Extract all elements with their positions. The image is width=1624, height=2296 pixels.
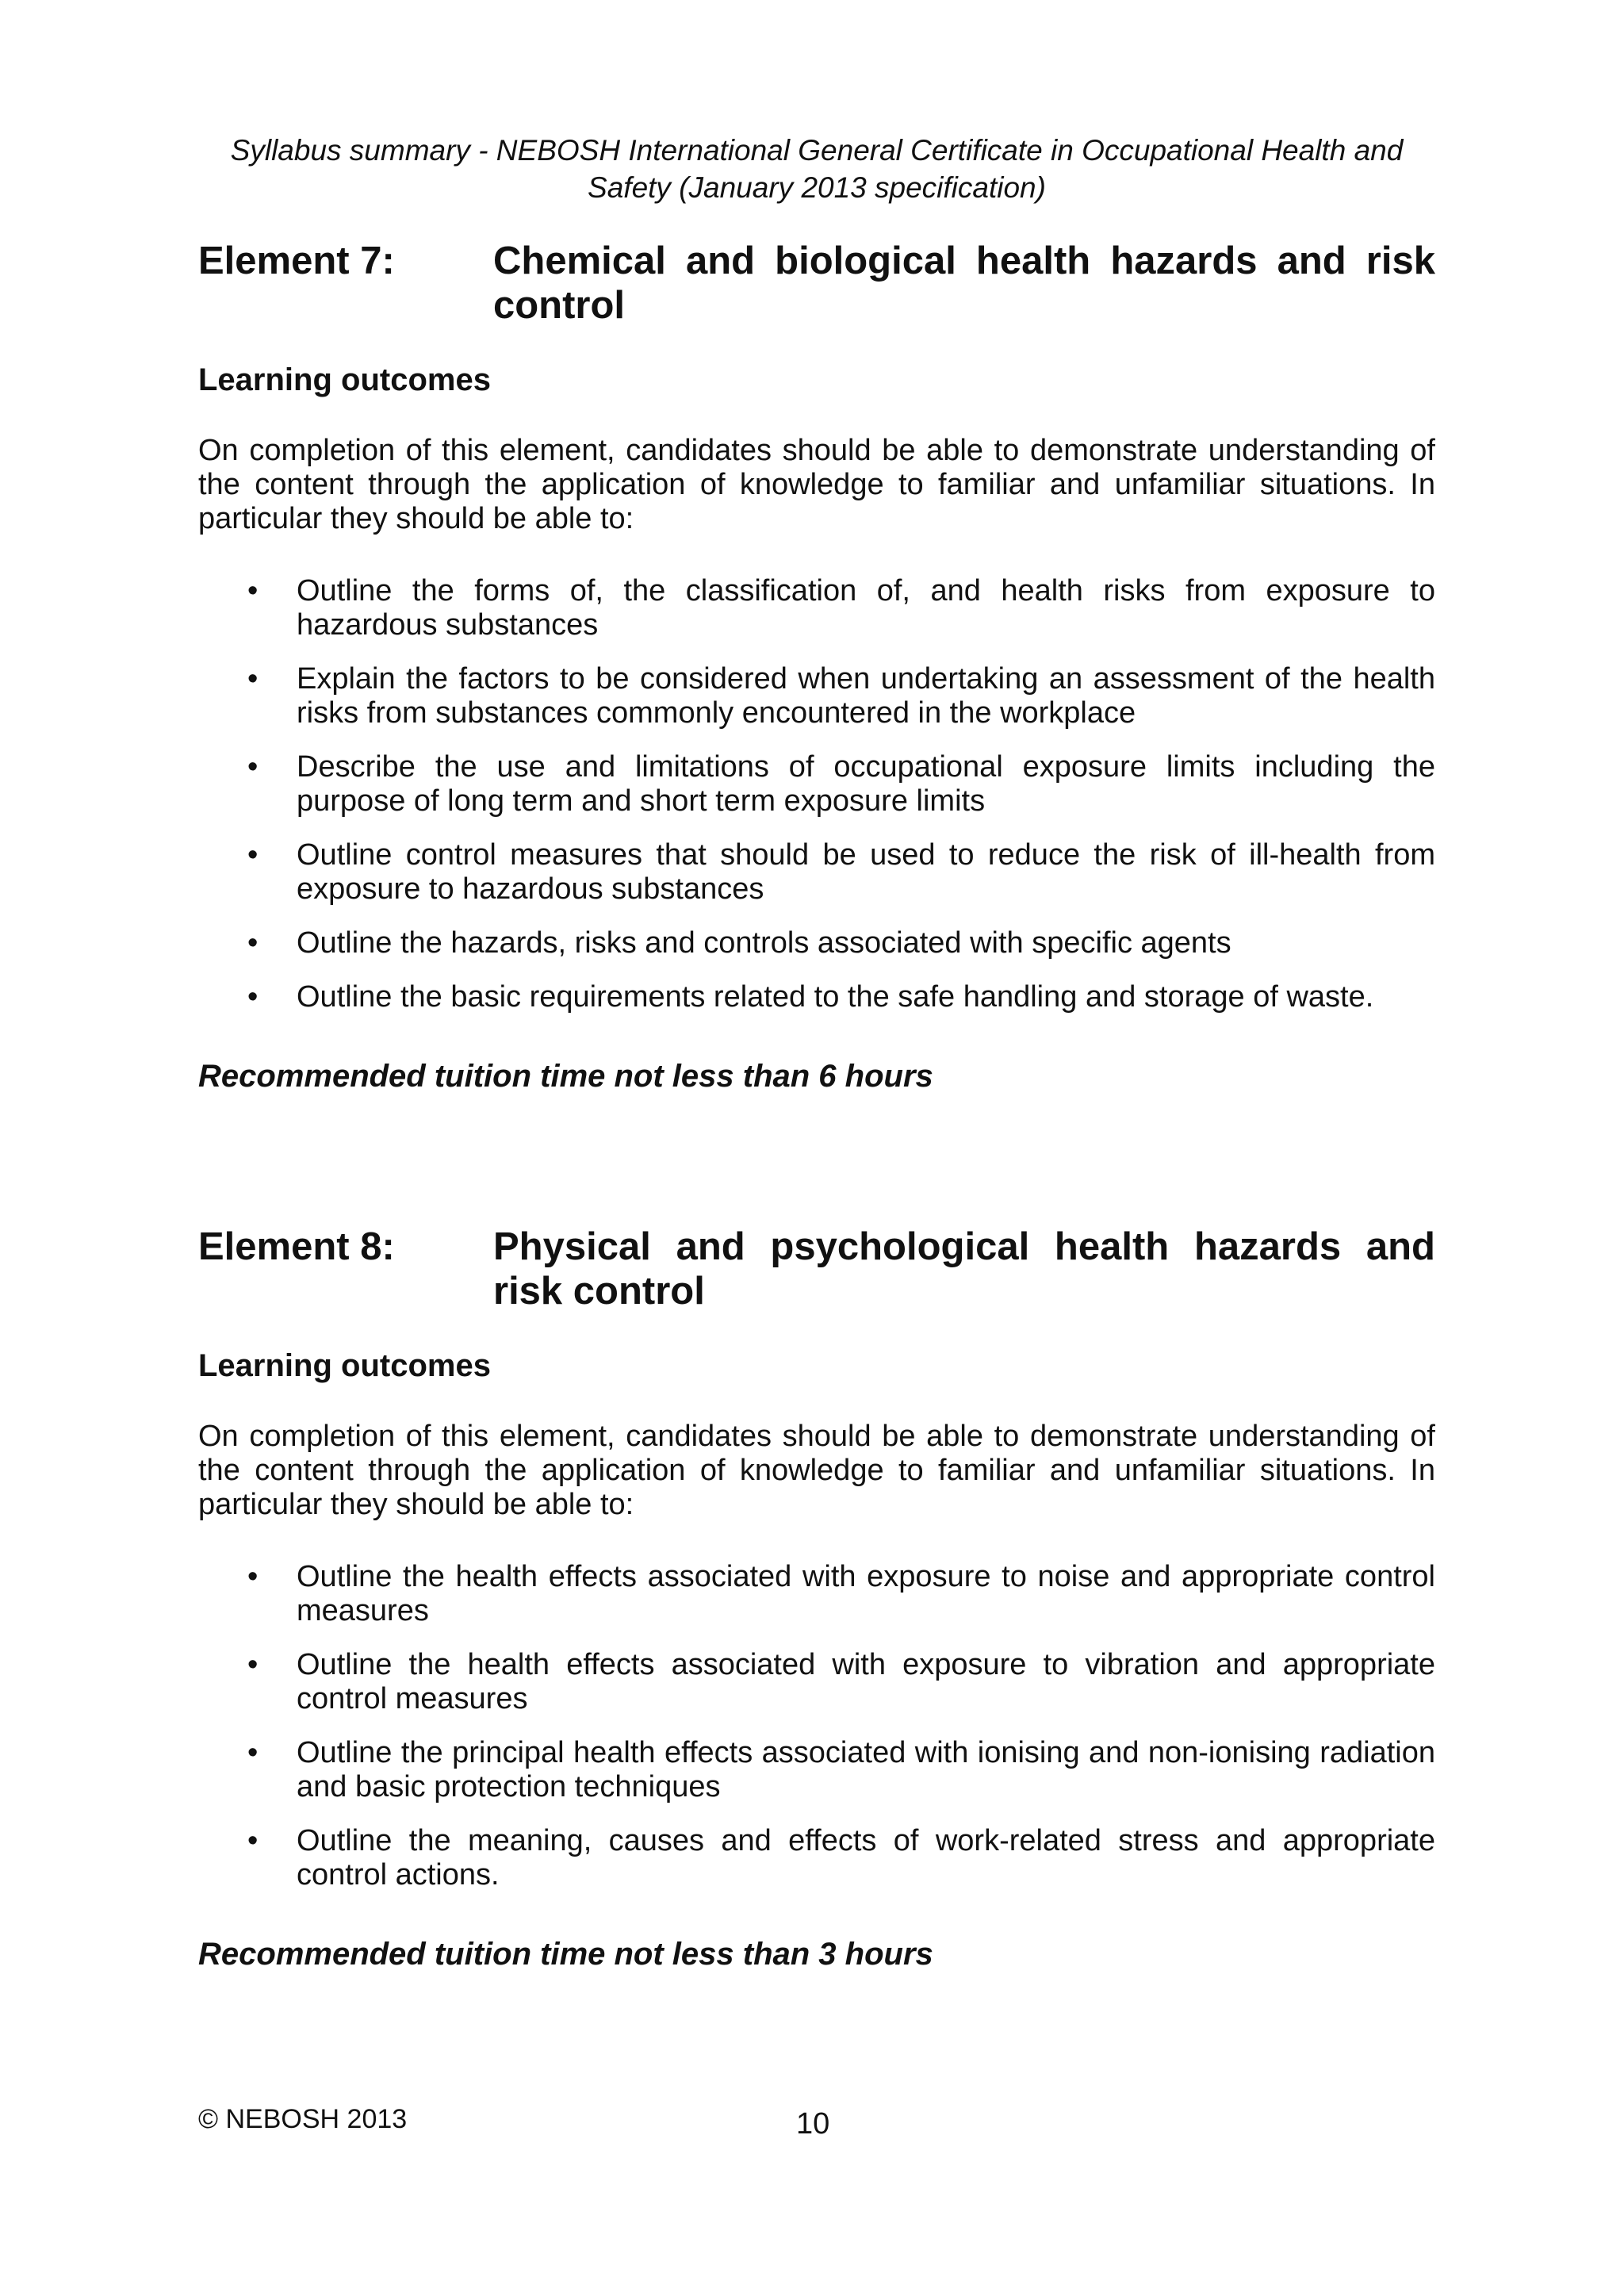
outcome-text: Outline the principal health effects associated with ionising and non-ionising radiation and basic protection techniques — [297, 1736, 1435, 1803]
element-8-intro: On completion of this element, candidates should be able to demonstrate understanding of the content through the application of knowledge to familiar and unfamiliar situations. In particular they should be able to: — [198, 1420, 1435, 1521]
bullet-icon: • — [247, 574, 259, 608]
element-8-heading — [198, 1225, 1435, 1313]
bullet-icon: • — [247, 750, 259, 784]
bullet-icon: • — [247, 1648, 259, 1681]
element-7-tuition-time: Recommended tuition time not less than 6 hours — [198, 1059, 933, 1094]
list-item — [198, 1560, 1435, 1628]
list-item — [198, 1648, 1435, 1716]
element-7-intro: On completion of this element, candidates should be able to demonstrate understanding of the content through the application of knowledge to familiar and unfamiliar situations. In particular they should be able to: — [198, 434, 1435, 535]
outcome-text: Outline the health effects associated with exposure to vibration and appropriate control measures — [297, 1648, 1435, 1715]
outcome-text: Outline the basic requirements related to the safe handling and storage of waste. — [297, 980, 1374, 1014]
element-8-title: Physical and psychological health hazards and risk control — [493, 1225, 1435, 1313]
header-line-1: Syllabus summary - NEBOSH International General Certificate in Occupational Health and — [230, 134, 1404, 167]
outcome-text: Outline control measures that should be used to reduce the risk of ill-health from exposure to hazardous substances — [297, 838, 1435, 906]
bullet-icon: • — [247, 980, 259, 1014]
element-8-section — [198, 1225, 1435, 1973]
bullet-icon: • — [247, 926, 259, 960]
element-8-learning-outcomes-heading: Learning outcomes — [198, 1348, 491, 1383]
outcome-text: Outline the meaning, causes and effects of work-related stress and appropriate control actions. — [297, 1824, 1435, 1892]
list-item — [198, 980, 1435, 1014]
outcome-text: Explain the factors to be considered when undertaking an assessment of the health risks from substances commonly encountered in the workplace — [297, 662, 1435, 730]
list-item — [198, 662, 1435, 730]
outcome-text: Outline the forms of, the classification of, and health risks from exposure to hazardous substances — [297, 574, 1435, 642]
list-item — [198, 1824, 1435, 1892]
list-item — [198, 750, 1435, 818]
bullet-icon: • — [247, 838, 259, 872]
outcome-text: Outline the hazards, risks and controls associated with specific agents — [297, 926, 1231, 960]
element-8-number: Element 8: — [198, 1225, 395, 1268]
list-item — [198, 926, 1435, 960]
element-7-number: Element 7: — [198, 240, 395, 282]
bullet-icon: • — [247, 1560, 259, 1593]
header-line-2: Safety (January 2013 specification) — [588, 171, 1046, 204]
element-7-heading — [198, 239, 1435, 328]
bullet-icon: • — [247, 662, 259, 696]
page-header — [198, 132, 1435, 206]
element-7-outcomes-list — [198, 574, 1435, 1014]
element-7-learning-outcomes-heading: Learning outcomes — [198, 362, 491, 397]
outcome-text: Outline the health effects associated with exposure to noise and appropriate control measures — [297, 1560, 1435, 1627]
bullet-icon: • — [247, 1824, 259, 1857]
element-8-tuition-time: Recommended tuition time not less than 3 hours — [198, 1937, 933, 1972]
outcome-text: Describe the use and limitations of occupational exposure limits including the purpose of long term and short term exposure limits — [297, 750, 1435, 818]
list-item — [198, 574, 1435, 642]
element-7-title: Chemical and biological health hazards and risk control — [493, 240, 1435, 327]
element-7-section — [198, 239, 1435, 1095]
footer-copyright: © NEBOSH 2013 — [198, 2104, 408, 2134]
list-item — [198, 1736, 1435, 1804]
page-number: 10 — [796, 2107, 830, 2141]
element-8-outcomes-list — [198, 1560, 1435, 1892]
bullet-icon: • — [247, 1736, 259, 1769]
list-item — [198, 838, 1435, 907]
